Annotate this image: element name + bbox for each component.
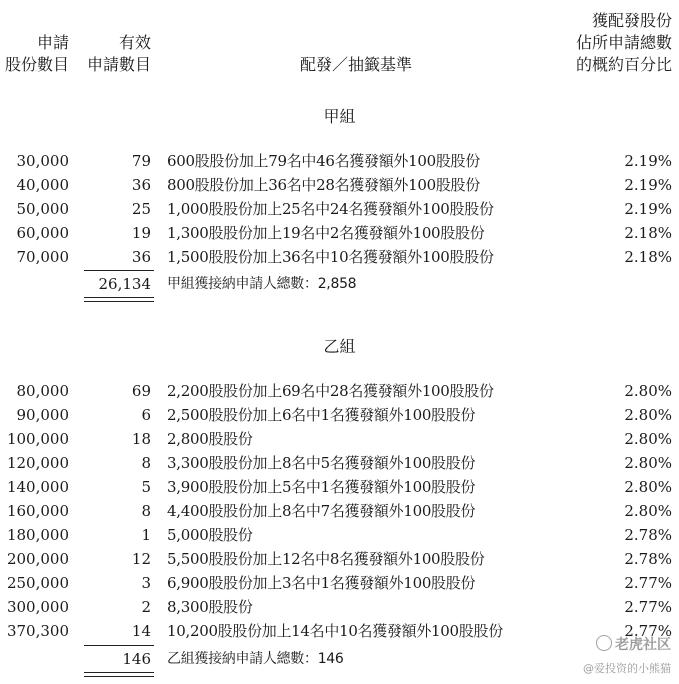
table-row [0,595,679,619]
header-applied-shares-line2: 股份數目 [4,55,69,74]
group-b-total-applications: 146 [122,650,151,668]
valid-applications: 19 [131,224,151,242]
valid-applications: 69 [131,382,151,400]
shares-applied: 70,000 [16,248,69,266]
watermark-user: @爱投资的小熊猫 [583,662,671,675]
table-row [0,245,679,269]
group-b-title: 乙組 [323,337,356,356]
table-row [0,499,679,523]
allocation-basis: 5,000股股份 [167,526,253,544]
header-allocation-percentage [576,10,672,76]
valid-applications: 6 [141,406,151,424]
table-row [0,149,679,173]
header-valid-applications-line2: 申請數目 [86,55,151,74]
table-row [0,379,679,403]
header-valid-applications-line1: 有效 [118,33,151,52]
shares-applied: 60,000 [16,224,69,242]
allocation-basis: 1,300股股份加上19名中2名獲發額外100股股份 [167,224,485,242]
allocation-basis: 4,400股股份加上8名中7名獲發額外100股股份 [167,502,476,520]
allocation-basis: 1,000股股份加上25名中24名獲發額外100股股份 [167,200,494,218]
header-percentage-line3: 的概約百分比 [575,55,672,74]
group-a-total-row [0,272,679,296]
allocation-percentage: 2.19% [624,176,672,194]
allocation-basis: 8,300股股份 [167,598,253,616]
allocation-basis: 2,800股股份 [167,430,253,448]
allocation-percentage: 2.80% [624,454,672,472]
table-row [0,221,679,245]
allocation-basis: 800股股份加上36名中28名獲發額外100股股份 [167,176,480,194]
valid-applications: 36 [131,248,151,266]
table-row [0,427,679,451]
shares-applied: 40,000 [16,176,69,194]
table-row [0,451,679,475]
shares-applied: 250,000 [6,574,69,592]
allocation-basis: 5,500股股份加上12名中8名獲發額外100股股份 [167,550,485,568]
allocation-percentage: 2.77% [624,622,672,640]
valid-applications: 3 [141,574,151,592]
shares-applied: 80,000 [16,382,69,400]
group-a-title: 甲組 [323,107,356,126]
table-row [0,523,679,547]
allocation-percentage: 2.77% [624,598,672,616]
shares-applied: 90,000 [16,406,69,424]
valid-applications: 12 [131,550,151,568]
valid-applications: 14 [131,622,151,640]
header-valid-applications [87,32,151,76]
valid-applications: 5 [141,478,151,496]
valid-applications: 1 [141,526,151,544]
shares-applied: 100,000 [6,430,69,448]
allocation-percentage: 2.78% [624,550,672,568]
valid-applications: 18 [131,430,151,448]
tiger-logo-icon [596,635,612,651]
table-row [0,547,679,571]
allocation-basis: 1,500股股份加上36名中10名獲發額外100股股份 [167,248,494,266]
allocation-percentage: 2.80% [624,502,672,520]
allocation-percentage: 2.80% [624,382,672,400]
shares-applied: 120,000 [6,454,69,472]
header-applied-shares-line1: 申請 [36,33,69,52]
group-b-total-double-rule [84,672,154,677]
valid-applications: 2 [141,598,151,616]
table-row [0,403,679,427]
header-allocation-basis: 配發／抽籤基準 [300,55,413,74]
shares-applied: 300,000 [6,598,69,616]
header-percentage-line1: 獲配發股份 [591,11,672,30]
allocation-basis: 10,200股股份加上14名中10名獲發額外100股股份 [167,622,503,640]
table-row [0,475,679,499]
valid-applications: 79 [131,152,151,170]
allocation-percentage: 2.80% [624,430,672,448]
allocation-basis: 2,500股股份加上6名中1名獲發額外100股股份 [167,406,476,424]
allocation-percentage: 2.77% [624,574,672,592]
header-applied-shares [5,32,69,76]
table-row [0,197,679,221]
allocation-percentage: 2.19% [624,200,672,218]
shares-applied: 30,000 [16,152,69,170]
allocation-percentage: 2.18% [624,224,672,242]
allocation-percentage: 2.80% [624,478,672,496]
allocation-percentage: 2.18% [624,248,672,266]
allocation-basis: 600股股份加上79名中46名獲發額外100股股份 [167,152,480,170]
valid-applications: 25 [131,200,151,218]
group-b-subtotal-rule [84,645,154,646]
group-a-total-accepted-applicants: 甲組獲接納申請人總數：2,858 [167,276,357,292]
group-a-total-applications: 26,134 [98,275,151,293]
allocation-basis: 6,900股股份加上3名中1名獲發額外100股股份 [167,574,476,592]
shares-applied: 160,000 [6,502,69,520]
table-row [0,173,679,197]
group-a-subtotal-rule [84,270,154,271]
watermark-brand: 老虎社区 [615,637,671,653]
shares-applied: 370,300 [6,622,69,640]
table-row [0,571,679,595]
group-a-total-double-rule [84,297,154,302]
allocation-basis: 3,300股股份加上8名中5名獲發額外100股股份 [167,454,476,472]
group-b-total-row [0,647,679,671]
watermark [596,634,671,654]
table-row [0,619,679,643]
shares-applied: 200,000 [6,550,69,568]
shares-applied: 180,000 [6,526,69,544]
shares-applied: 140,000 [6,478,69,496]
valid-applications: 8 [141,502,151,520]
valid-applications: 8 [141,454,151,472]
allocation-percentage: 2.80% [624,406,672,424]
header-percentage-line2: 佔所申請總數 [575,33,672,52]
allocation-basis: 2,200股股份加上69名中28名獲發額外100股股份 [167,382,494,400]
allocation-percentage: 2.19% [624,152,672,170]
allocation-percentage: 2.78% [624,526,672,544]
shares-applied: 50,000 [16,200,69,218]
group-b-total-accepted-applicants: 乙組獲接納申請人總數：146 [167,651,344,667]
valid-applications: 36 [131,176,151,194]
allocation-basis: 3,900股股份加上5名中1名獲發額外100股股份 [167,478,476,496]
